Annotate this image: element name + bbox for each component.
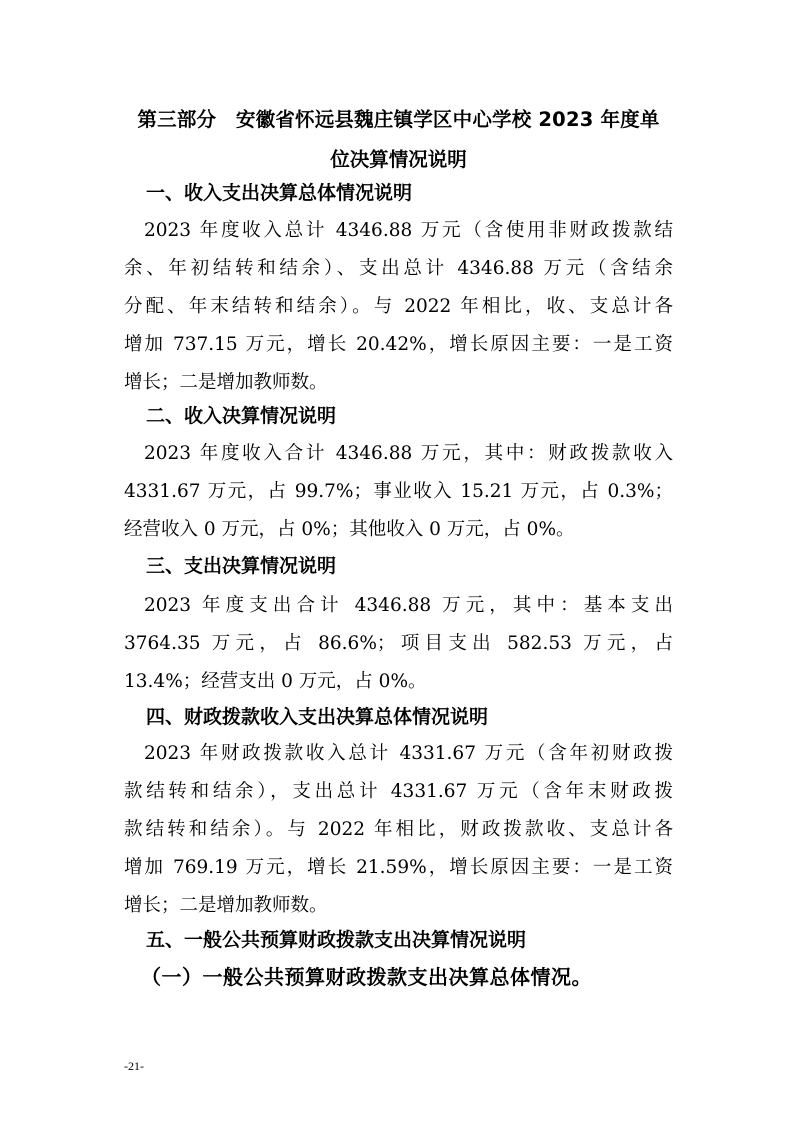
section-3-paragraph (124, 587, 673, 701)
paragraph-line: 增加 737.15 万元，增长 20.42%，增长原因主要：一是工资 (124, 334, 673, 355)
section-4-paragraph (124, 735, 673, 925)
section-4-heading: 四、财政拨款收入支出决算总体情况说明 (146, 706, 489, 728)
paragraph-line: 3764.35 万元，占 86.6%；项目支出 582.53 万元，占 (124, 633, 673, 654)
section-5-heading: 五、一般公共预算财政拨款支出决算情况说明 (146, 929, 527, 951)
paragraph-line: 款结转和结余）。与 2022 年相比，财政拨款收、支总计各 (124, 819, 673, 840)
paragraph-line: 款结转和结余），支出总计 4331.67 万元（含年末财政拨 (124, 781, 673, 802)
title-line-2: 位决算情况说明 (330, 148, 467, 171)
paragraph-line: 4331.67 万元，占 99.7%；事业收入 15.21 万元，占 0.3%； (124, 481, 673, 502)
section-2-heading: 二、收入决算情况说明 (146, 405, 337, 427)
paragraph-line: 增长；二是增加教师数。 (124, 372, 328, 393)
section-3-heading: 三、支出决算情况说明 (146, 555, 337, 577)
title-line-1: 第三部分 安徽省怀远县魏庄镇学区中心学校 2023 年度单 (137, 108, 660, 131)
section-5-subheading: （一）一般公共预算财政拨款支出决算总体情况。 (141, 965, 592, 989)
section-1-heading: 一、收入支出决算总体情况说明 (146, 182, 413, 204)
paragraph-line: 分配、年末结转和结余）。与 2022 年相比，收、支总计各 (124, 296, 673, 317)
page-number: -21- (124, 1059, 144, 1073)
paragraph-line: 13.4%；经营支出 0 万元，占 0%。 (124, 671, 427, 692)
paragraph-line: 2023 年度支出合计 4346.88 万元，其中：基本支出 (144, 595, 673, 616)
paragraph-line: 2023 年财政拨款收入总计 4331.67 万元（含年初财政拨 (144, 743, 673, 764)
paragraph-line: 余、年初结转和结余）、支出总计 4346.88 万元（含结余 (124, 258, 673, 279)
document-title (124, 100, 673, 180)
paragraph-line: 增长；二是增加教师数。 (124, 895, 328, 916)
paragraph-line: 2023 年度收入总计 4346.88 万元（含使用非财政拨款结 (144, 220, 673, 241)
section-1-paragraph (124, 212, 673, 402)
section-2-paragraph (124, 435, 673, 549)
paragraph-line: 增加 769.19 万元，增长 21.59%，增长原因主要：一是工资 (124, 857, 673, 878)
paragraph-line: 经营收入 0 万元，占 0%；其他收入 0 万元，占 0%。 (124, 519, 575, 540)
paragraph-line: 2023 年度收入合计 4346.88 万元，其中：财政拨款收入 (144, 443, 673, 464)
